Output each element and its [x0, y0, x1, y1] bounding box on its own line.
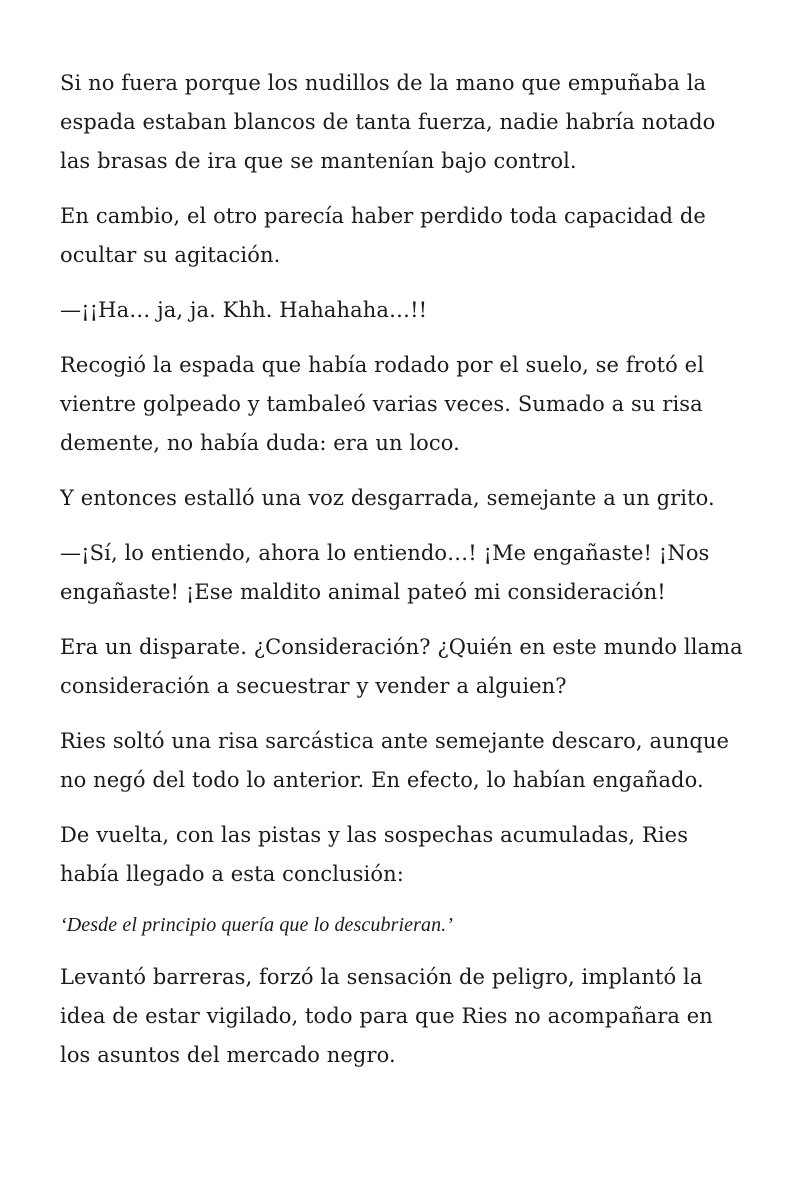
paragraph: —¡¡Ha… ja, ja. Khh. Hahahaha…!! [60, 298, 428, 322]
italic-thought-paragraph: ‘Desde el principio quería que lo descubrieran.’ [60, 914, 454, 936]
paragraph: Si no fuera porque los nudillos de la mano que empuñaba la espada estaban blancos de tanta fuerza, nadie habría notado las brasas de ira que se mantenían bajo control. [60, 71, 716, 173]
paragraph: —¡Sí, lo entiendo, ahora lo entiendo…! ¡Me engañaste! ¡Nos engañaste! ¡Ese maldito animal pateó mi consideración! [60, 541, 710, 604]
paragraph: En cambio, el otro parecía haber perdido toda capacidad de ocultar su agitación. [60, 204, 706, 267]
paragraph: Era un disparate. ¿Consideración? ¿Quién en este mundo llama consideración a secuestrar y vender a alguien? [60, 635, 743, 698]
paragraph: Ries soltó una risa sarcástica ante semejante descaro, aunque no negó del todo lo anterior. En efecto, lo habían engañado. [60, 729, 730, 792]
paragraph: Y entonces estalló una voz desgarrada, semejante a un grito. [60, 486, 715, 510]
paragraph: Recogió la espada que había rodado por el suelo, se frotó el vientre golpeado y tambaleó varias veces. Sumado a su risa demente, no había duda: era un loco. [60, 353, 705, 455]
paragraph: De vuelta, con las pistas y las sospechas acumuladas, Ries había llegado a esta conclusión: [60, 823, 689, 886]
paragraph: Levantó barreras, forzó la sensación de peligro, implantó la idea de estar vigilado, todo para que Ries no acompañara en los asuntos del mercado negro. [60, 965, 713, 1067]
document-page [60, 64, 750, 1091]
